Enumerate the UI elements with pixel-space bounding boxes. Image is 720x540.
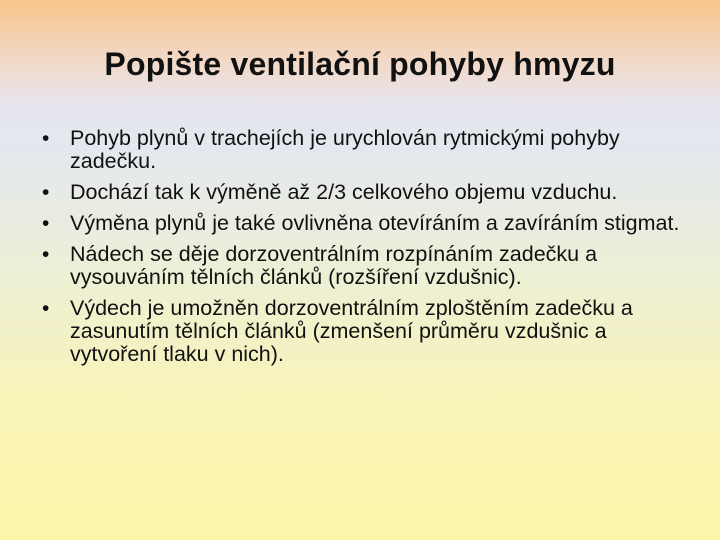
bullet-item	[40, 243, 690, 289]
bullet-dot-icon: •	[42, 243, 50, 266]
bullet-item	[40, 297, 690, 366]
slide-title: Popište ventilační pohyby hmyzu	[104, 46, 616, 82]
bullet-dot-icon: •	[42, 127, 50, 150]
bullet-text: Pohyb plynů v trachejích je urychlován rytmickými pohyby zadečku.	[70, 126, 620, 173]
bullet-dot-icon: •	[42, 212, 50, 235]
bullet-text: Nádech se děje dorzoventrálním rozpínáním zadečku a vysouváním tělních článků (rozšíření vzdušnic).	[70, 242, 598, 289]
bullet-dot-icon: •	[42, 181, 50, 204]
bullet-list	[40, 127, 690, 374]
bullet-item	[40, 181, 690, 204]
bullet-text: Dochází tak k výměně až 2/3 celkového objemu vzduchu.	[70, 180, 618, 204]
bullet-item	[40, 212, 690, 235]
bullet-text: Výdech je umožněn dorzoventrálním zploštěním zadečku a zasunutím tělních článků (zmenšení průměru vzdušnic a vytvoření tlaku v nich).	[70, 296, 633, 366]
bullet-item	[40, 127, 690, 173]
bullet-text: Výměna plynů je také ovlivněna otevíráním a zavíráním stigmat.	[70, 211, 680, 235]
bullet-dot-icon: •	[42, 297, 50, 320]
